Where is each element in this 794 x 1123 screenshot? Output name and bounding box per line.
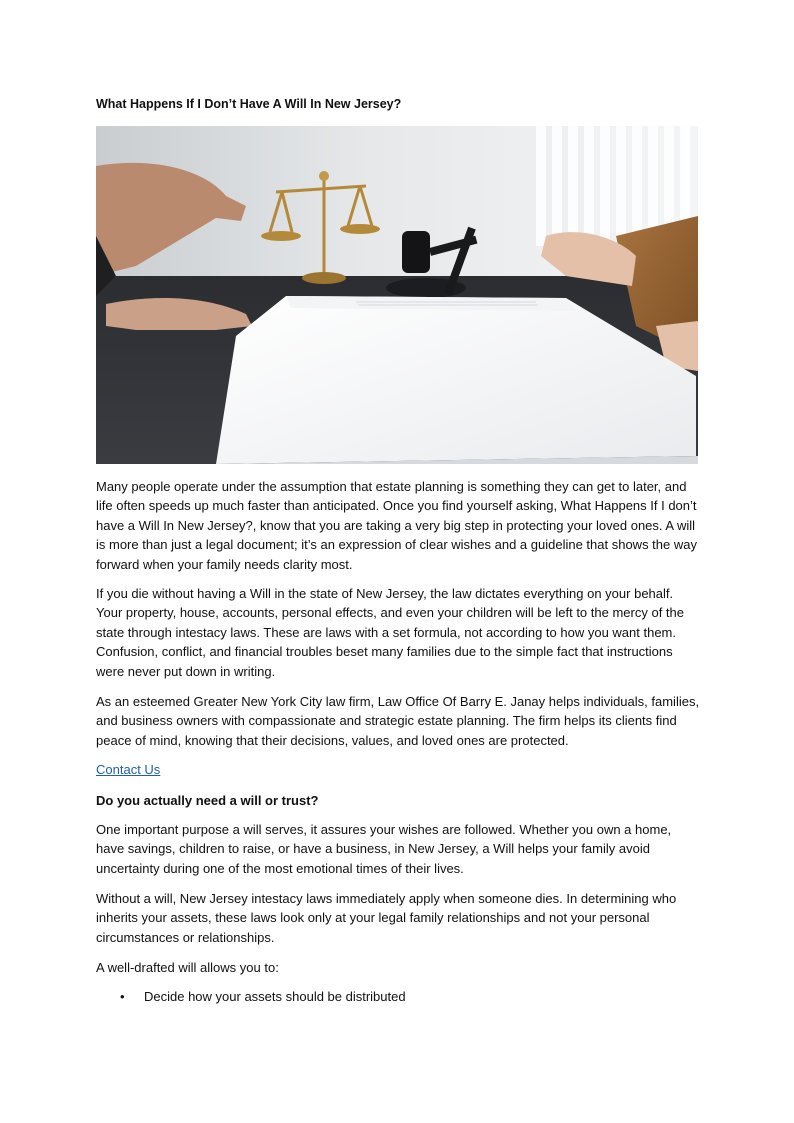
list-intro: A well-drafted will allows you to: [96,960,279,975]
without-will-paragraph: Without a will, New Jersey intestacy laws immediately apply when someone dies. In determining who inherits your assets, these laws look only at your legal family relationships and not your personal circumstances or relationships. [96,891,677,945]
intro-paragraph: Many people operate under the assumption that estate planning is something they can get to later, and life often speeds up much faster than anticipated. Once you find yourself asking, What Happens If I don’t have a Will In New Jersey?, know that you are taking a very big step in protecting your loved ones. A will is more than just a legal document; it’s an expression of clear wishes and a guideline that shows the way forward when your family needs clarity most. [96,479,697,572]
page-title: What Happens If I Don’t Have A Will In New Jersey? [96,97,402,111]
contact-us-line [96,760,700,779]
section-heading: Do you actually need a will or trust? [96,793,319,808]
intestacy-paragraph: If you die without having a Will in the state of New Jersey, the law dictates everything on your behalf. Your property, house, accounts, personal effects, and even your children will be left to the mercy of the state through intestacy laws. These are laws with a set formula, not according to how you want them. Confusion, conflict, and financial troubles beset many families due to the simple fact that instructions were never put down in writing. [96,586,684,679]
list-item-text: Decide how your assets should be distributed [144,989,406,1004]
contact-us-link[interactable]: Contact Us [96,762,161,777]
hero-image-lawyer-desk [96,126,698,464]
purpose-paragraph: One important purpose a will serves, it assures your wishes are followed. Whether you own a home, have savings, children to raise, or have a business, in New Jersey, a Will helps your family avoid uncertainty during one of the most emotional times of their lives. [96,822,672,876]
benefits-list [96,987,700,1006]
firm-paragraph: As an esteemed Greater New York City law firm, Law Office Of Barry E. Janay helps individuals, families, and business owners with compassionate and strategic estate planning. The firm helps its clients find peace of mind, knowing that their decisions, values, and loved ones are protected. [96,694,700,748]
list-item [96,987,700,1006]
bullet-icon: • [120,989,125,1004]
